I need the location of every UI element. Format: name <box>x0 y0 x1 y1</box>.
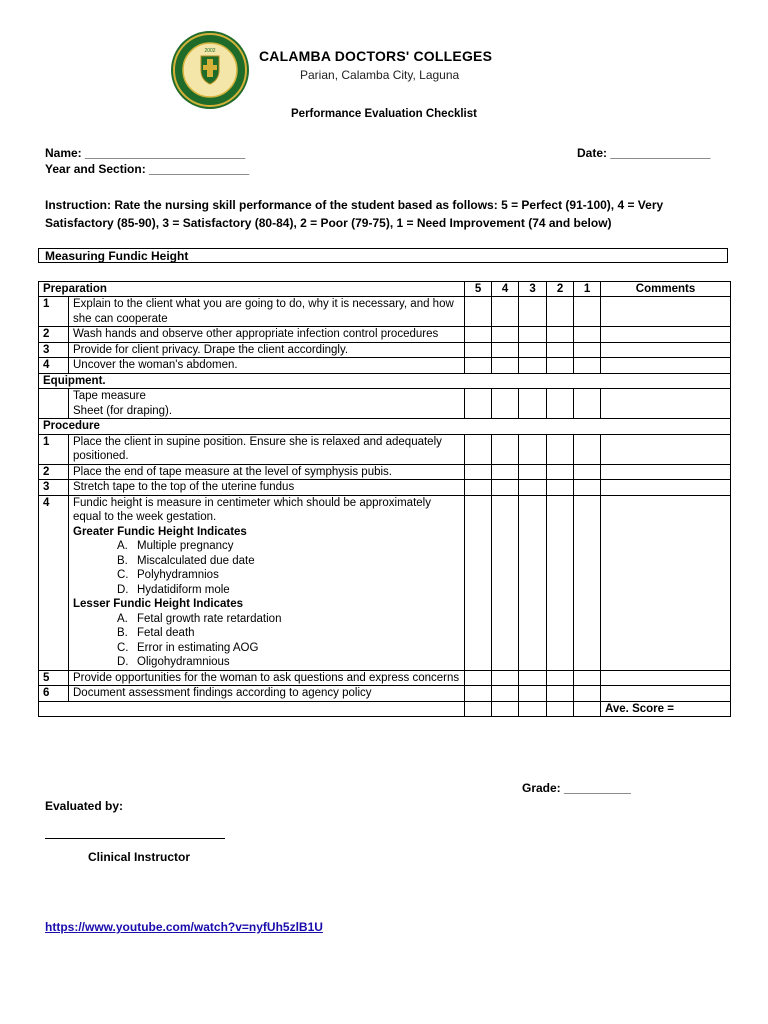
youtube-link[interactable]: https://www.youtube.com/watch?v=nyfUh5zlB1U <box>45 920 323 934</box>
table-row <box>39 464 731 480</box>
score-cell[interactable] <box>465 434 492 464</box>
comment-cell[interactable] <box>601 434 731 464</box>
table-row <box>39 434 731 464</box>
score-4-header: 4 <box>492 282 519 297</box>
score-cell[interactable] <box>574 327 601 343</box>
score-cell[interactable] <box>519 389 547 419</box>
score-cell[interactable] <box>465 670 492 686</box>
average-score-row <box>39 701 731 717</box>
score-cell[interactable] <box>492 480 519 496</box>
score-cell[interactable] <box>574 358 601 374</box>
score-cell[interactable] <box>574 297 601 327</box>
list-item <box>73 568 460 583</box>
score-cell[interactable] <box>547 480 574 496</box>
college-address: Parian, Calamba City, Laguna <box>300 68 460 82</box>
score-cell[interactable] <box>465 480 492 496</box>
list-item <box>73 655 460 670</box>
equipment-item: Tape measure <box>73 390 146 402</box>
score-cell[interactable] <box>492 297 519 327</box>
procedure-label: Procedure <box>39 419 731 435</box>
score-cell[interactable] <box>547 434 574 464</box>
score-cell[interactable] <box>574 434 601 464</box>
table-row <box>39 389 731 419</box>
college-seal-logo <box>170 30 250 110</box>
score-cell[interactable] <box>492 670 519 686</box>
list-letter: B. <box>117 554 128 567</box>
list-letter: A. <box>117 612 128 625</box>
score-cell[interactable] <box>465 297 492 327</box>
average-score-label: Ave. Score = <box>601 701 731 717</box>
checklist-table <box>38 281 731 717</box>
step-text: Provide opportunities for the woman to ask questions and express concerns <box>69 670 465 686</box>
list-item <box>73 539 460 554</box>
table-row <box>39 670 731 686</box>
score-cell[interactable] <box>519 670 547 686</box>
score-cell[interactable] <box>574 495 601 670</box>
list-text: Oligohydramnious <box>137 656 230 668</box>
score-total-cell[interactable] <box>547 701 574 717</box>
step-text: Stretch tape to the top of the uterine fundus <box>69 480 465 496</box>
step-number: 2 <box>39 464 69 480</box>
score-cell[interactable] <box>492 495 519 670</box>
score-cell[interactable] <box>465 342 492 358</box>
score-cell[interactable] <box>547 358 574 374</box>
list-letter: C. <box>117 569 129 581</box>
score-cell[interactable] <box>465 327 492 343</box>
score-total-cell[interactable] <box>519 701 547 717</box>
score-cell[interactable] <box>519 327 547 343</box>
preparation-header: Preparation <box>39 282 465 297</box>
comments-header: Comments <box>601 282 731 297</box>
score-cell[interactable] <box>519 480 547 496</box>
score-cell[interactable] <box>547 464 574 480</box>
list-text: Polyhydramnios <box>137 569 219 581</box>
table-row <box>39 495 731 670</box>
comment-cell[interactable] <box>601 464 731 480</box>
score-3-header: 3 <box>519 282 547 297</box>
score-cell[interactable] <box>547 670 574 686</box>
score-total-cell[interactable] <box>574 701 601 717</box>
college-name: CALAMBA DOCTORS' COLLEGES <box>259 48 493 64</box>
score-cell[interactable] <box>519 686 547 702</box>
list-text: Fetal death <box>137 627 195 639</box>
score-5-header: 5 <box>465 282 492 297</box>
seal-year: 2002 <box>204 48 216 54</box>
comment-cell[interactable] <box>601 389 731 419</box>
step-number <box>39 389 69 419</box>
score-cell[interactable] <box>574 670 601 686</box>
list-letter: C. <box>117 641 129 654</box>
step-number: 3 <box>39 480 69 496</box>
comment-cell[interactable] <box>601 670 731 686</box>
lesser-fundic-title: Lesser Fundic Height Indicates <box>73 598 243 610</box>
step-text: Provide for client privacy. Drape the client accordingly. <box>69 342 465 358</box>
step-text: Place the client in supine position. Ensure she is relaxed and adequately positioned. <box>69 434 465 464</box>
score-2-header: 2 <box>547 282 574 297</box>
list-item <box>73 612 460 627</box>
table-row <box>39 686 731 702</box>
table-row <box>39 297 731 327</box>
table-row <box>39 480 731 496</box>
list-letter: D. <box>117 583 129 596</box>
comment-cell[interactable] <box>601 342 731 358</box>
step-text: Explain to the client what you are going to do, why it is necessary, and how she can cooperate <box>69 297 465 327</box>
score-cell[interactable] <box>574 686 601 702</box>
list-letter: A. <box>117 540 128 552</box>
score-cell[interactable] <box>492 358 519 374</box>
equipment-label: Equipment. <box>39 373 731 389</box>
empty-cell <box>39 701 465 717</box>
clinical-instructor-label: Clinical Instructor <box>88 850 191 864</box>
comment-cell[interactable] <box>601 686 731 702</box>
step-text: Place the end of tape measure at the level of symphysis pubis. <box>69 464 465 480</box>
score-cell[interactable] <box>519 464 547 480</box>
step-number: 1 <box>39 434 69 464</box>
step-text: Uncover the woman's abdomen. <box>69 358 465 374</box>
equipment-item: Sheet (for draping). <box>73 404 173 417</box>
instruction-text: Instruction: Rate the nursing skill performance of the student based as follows: 5 = Perfect (91-100), 4 = Very Satisfactory (85-90), 3 = Satisfactory (80-84), 2 = Poor (79-75), 1 = Need Improvement (74 and below) <box>45 198 664 230</box>
list-text: Hydatidiform mole <box>137 583 230 596</box>
step-text: Fundic height is measure in centimeter which should be approximately equal to the week gestation. <box>73 496 431 523</box>
year-section-field: Year and Section: _______________ <box>45 162 250 176</box>
list-item <box>73 583 460 598</box>
comment-cell[interactable] <box>601 297 731 327</box>
list-letter: D. <box>117 656 129 668</box>
score-cell[interactable] <box>547 495 574 670</box>
score-cell[interactable] <box>547 297 574 327</box>
score-cell[interactable] <box>547 686 574 702</box>
comment-cell[interactable] <box>601 480 731 496</box>
score-cell[interactable] <box>492 464 519 480</box>
procedure-section-row <box>39 419 731 435</box>
score-cell[interactable] <box>519 434 547 464</box>
table-row <box>39 327 731 343</box>
signature-line <box>45 838 225 839</box>
table-header-row <box>39 282 731 297</box>
score-cell[interactable] <box>574 480 601 496</box>
score-cell[interactable] <box>492 342 519 358</box>
table-row <box>39 358 731 374</box>
list-item <box>73 554 460 569</box>
step-number: 6 <box>39 686 69 702</box>
score-cell[interactable] <box>492 389 519 419</box>
step-4-content <box>69 495 465 670</box>
step-number: 4 <box>39 358 69 374</box>
list-text: Fetal growth rate retardation <box>137 612 282 625</box>
comment-cell[interactable] <box>601 495 731 670</box>
score-cell[interactable] <box>492 686 519 702</box>
step-number: 2 <box>39 327 69 343</box>
comment-cell[interactable] <box>601 358 731 374</box>
score-cell[interactable] <box>492 327 519 343</box>
date-field: Date: _______________ <box>577 146 711 160</box>
score-total-cell[interactable] <box>492 701 519 717</box>
score-cell[interactable] <box>519 358 547 374</box>
table-row <box>39 342 731 358</box>
score-cell[interactable] <box>519 495 547 670</box>
score-total-cell[interactable] <box>465 701 492 717</box>
score-cell[interactable] <box>574 342 601 358</box>
score-cell[interactable] <box>492 434 519 464</box>
score-cell[interactable] <box>465 495 492 670</box>
step-text: Wash hands and observe other appropriate infection control procedures <box>69 327 465 343</box>
evaluated-by-label: Evaluated by: <box>45 799 124 813</box>
score-cell[interactable] <box>519 342 547 358</box>
score-cell[interactable] <box>519 297 547 327</box>
score-cell[interactable] <box>465 686 492 702</box>
score-cell[interactable] <box>574 389 601 419</box>
list-text: Miscalculated due date <box>137 554 255 567</box>
list-letter: B. <box>117 627 128 639</box>
score-cell[interactable] <box>465 389 492 419</box>
score-cell[interactable] <box>547 327 574 343</box>
equipment-list <box>69 389 465 419</box>
score-cell[interactable] <box>465 464 492 480</box>
equipment-section-row <box>39 373 731 389</box>
score-cell[interactable] <box>547 342 574 358</box>
list-item <box>73 626 460 641</box>
step-number: 3 <box>39 342 69 358</box>
list-text: Multiple pregnancy <box>137 540 234 552</box>
comment-cell[interactable] <box>601 327 731 343</box>
score-1-header: 1 <box>574 282 601 297</box>
list-text: Error in estimating AOG <box>137 641 259 654</box>
score-cell[interactable] <box>547 389 574 419</box>
step-number: 4 <box>39 495 69 670</box>
step-text: Document assessment findings according to agency policy <box>69 686 465 702</box>
name-field: Name: ________________________ <box>45 146 246 160</box>
document-title: Performance Evaluation Checklist <box>291 108 477 120</box>
grade-field: Grade: __________ <box>522 781 631 795</box>
list-item <box>73 641 460 656</box>
score-cell[interactable] <box>574 464 601 480</box>
score-cell[interactable] <box>465 358 492 374</box>
greater-fundic-title: Greater Fundic Height Indicates <box>73 525 247 538</box>
step-number: 1 <box>39 297 69 327</box>
step-number: 5 <box>39 670 69 686</box>
skill-title: Measuring Fundic Height <box>38 248 728 263</box>
